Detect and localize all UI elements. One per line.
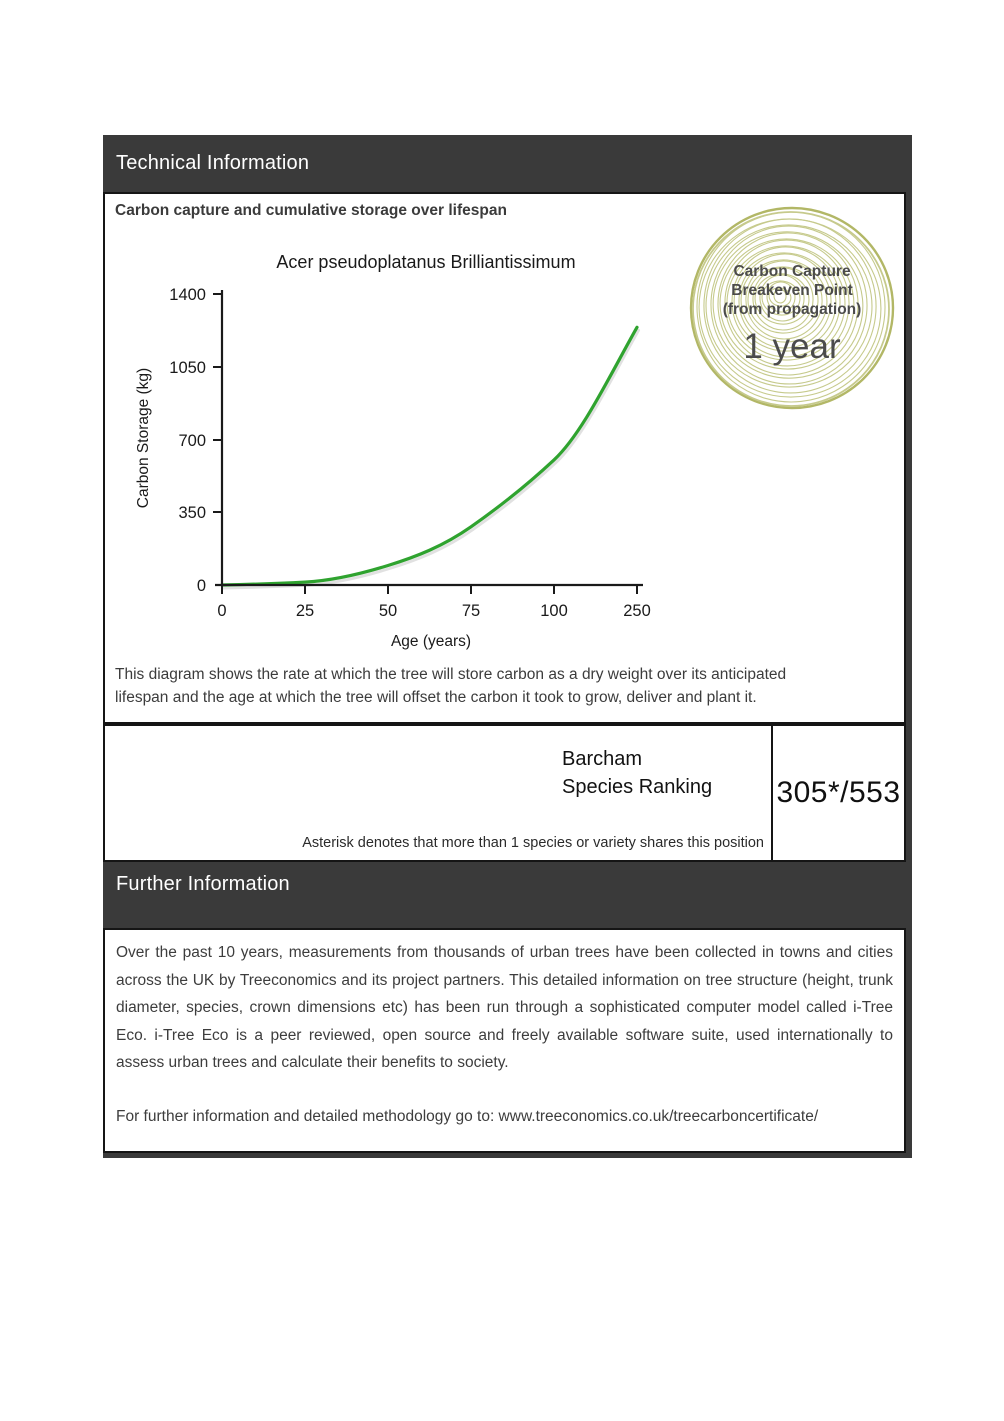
badge-line-3: (from propagation) xyxy=(722,301,862,318)
badge-line-1: Carbon Capture xyxy=(733,263,851,280)
further-information-panel xyxy=(103,928,906,1153)
x-tick-label: 75 xyxy=(461,602,481,620)
technical-information-title: Technical Information xyxy=(116,152,310,174)
y-tick-label: 700 xyxy=(178,432,206,450)
ranking-label-line1: Barcham xyxy=(562,748,643,770)
ranking-value: 305*/553 xyxy=(776,776,901,809)
y-tick-label: 1400 xyxy=(169,286,206,304)
carbon-storage-chart xyxy=(105,234,665,704)
species-ranking-panel xyxy=(103,724,906,862)
y-tick-label: 350 xyxy=(178,504,206,522)
badge-value: 1 year xyxy=(743,327,841,366)
x-tick-label: 50 xyxy=(378,602,398,620)
x-tick-label: 100 xyxy=(540,602,568,620)
breakeven-badge-text xyxy=(685,202,899,416)
breakeven-badge xyxy=(685,202,899,416)
chart-description-line1: This diagram shows the rate at which the tree will store carbon as a dry weight over its anticipated xyxy=(115,666,787,683)
chart-description-line2: lifespan and the age at which the tree will offset the carbon it took to grow, deliver and plant it. xyxy=(115,689,757,706)
chart-panel-heading: Carbon capture and cumulative storage over lifespan xyxy=(115,202,507,219)
x-tick-label: 25 xyxy=(295,602,315,620)
chart-description xyxy=(115,663,786,709)
ranking-label-line2: Species Ranking xyxy=(562,776,713,798)
carbon-storage-curve xyxy=(222,327,637,585)
further-information-paragraph: Over the past 10 years, measurements from thousands of urban trees have been collected in towns and cities across the UK by Treeconomics and its project partners. This detailed information on tree structure (height, trunk diameter, species, crown dimensions etc) has been run through a sophisticated computer model called i-Tree Eco. i-Tree Eco is a peer reviewed, open source and freely available software suite, used internationally to assess urban trees and calculate their benefits to society. xyxy=(116,944,893,1071)
certificate-document xyxy=(103,135,912,1158)
badge-line-2: Breakeven Point xyxy=(731,282,853,299)
further-information-title: Further Information xyxy=(116,873,290,895)
ranking-label-cell xyxy=(105,726,773,860)
chart-panel xyxy=(103,192,906,724)
x-tick-label: 250 xyxy=(623,602,651,620)
ranking-value-cell xyxy=(773,726,904,860)
ranking-label xyxy=(562,745,712,801)
further-information-header xyxy=(103,862,912,928)
y-tick-label: 0 xyxy=(196,577,206,595)
y-axis-title: Carbon Storage (kg) xyxy=(135,367,152,509)
further-information-link-line: For further information and detailed methodology go to: www.treeconomics.co.uk/treecarboncertificate/ xyxy=(116,1107,819,1125)
x-axis-title: Age (years) xyxy=(390,633,472,650)
y-tick-label: 1050 xyxy=(169,359,206,377)
chart-title: Acer pseudoplatanus Brilliantissimum xyxy=(276,252,576,272)
ranking-footnote: Asterisk denotes that more than 1 species or variety shares this position xyxy=(302,835,764,851)
x-tick-label: 0 xyxy=(217,602,227,620)
technical-information-header xyxy=(103,135,912,192)
